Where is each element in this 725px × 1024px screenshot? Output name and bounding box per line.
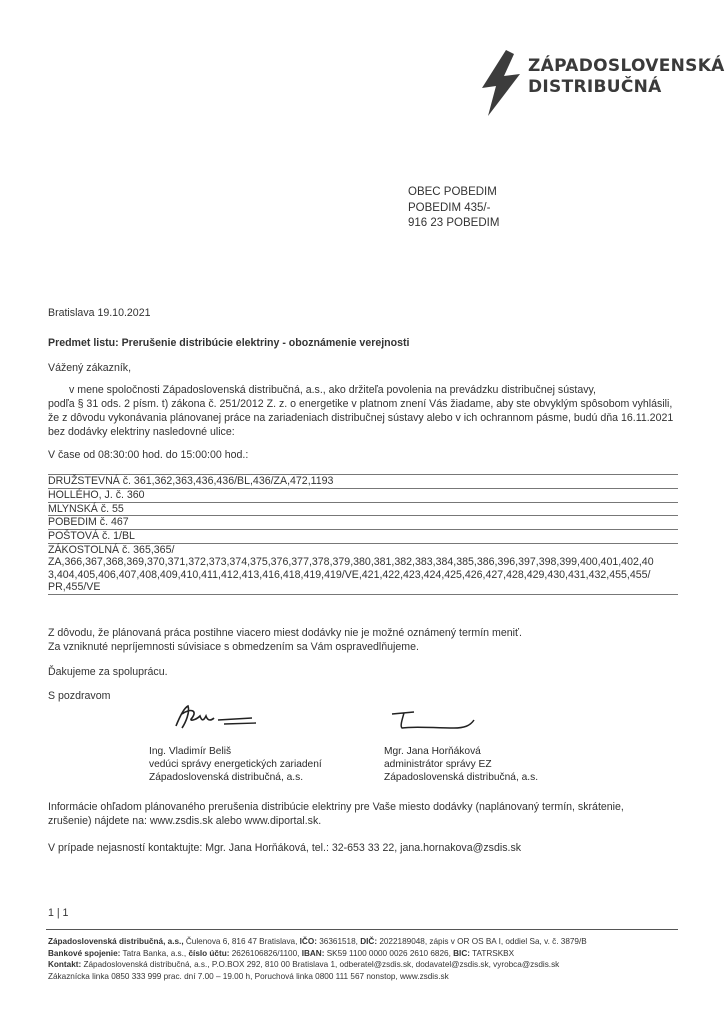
recipient-line-3: 916 23 POBEDIM	[408, 217, 500, 229]
street-row: DRUŽSTEVNÁ č. 361,362,363,436,436/BL,436/ZA,472,1193	[48, 474, 678, 489]
signer-left-block	[149, 745, 322, 784]
notice-paragraph	[48, 626, 522, 654]
signer-right-role: administrátor správy EZ	[384, 759, 492, 770]
footer-ico-value: 36361518,	[316, 937, 361, 946]
footer-divider	[46, 929, 678, 930]
time-range-line: V čase od 08:30:00 hod. do 15:00:00 hod.:	[48, 449, 249, 461]
affected-streets-table	[48, 474, 678, 595]
street-row-multiline	[48, 544, 678, 595]
footer-company-text: Čulenova 6, 816 47 Bratislava,	[183, 937, 300, 946]
footer-bic-label: BIC:	[453, 948, 470, 958]
signer-right-block	[384, 745, 538, 784]
company-logo-icon	[476, 48, 526, 118]
street-row: POŠTOVÁ č. 1/BL	[48, 530, 678, 544]
footer-iban-label: IBAN:	[301, 948, 325, 958]
footer-ico-label: IČO:	[299, 937, 317, 946]
signature-right-icon	[384, 706, 484, 736]
footer	[48, 936, 587, 982]
recipient-line-2: POBEDIM 435/-	[408, 201, 491, 214]
body-line-2: podľa § 31 ods. 2 písm. t) zákona č. 251/2012 Z. z. o energetike v platnom znení Vás žiadame, aby ste obvyklým spôsobom vyhlásili,	[48, 398, 673, 410]
recipient-address	[408, 185, 499, 232]
footer-account-label: číslo účtu:	[188, 948, 230, 958]
subject-line: Predmet listu: Prerušenie distribúcie elektriny - oboznámenie verejnosti	[48, 337, 410, 349]
body-line-3: že z dôvodu vykonávania plánovanej práce na zariadeniach distribučnej sústavy alebo v ich ochrannom pásme, budú dňa 16.11.2021	[48, 412, 674, 424]
footer-line-2	[48, 948, 587, 960]
date-line: Bratislava 19.10.2021	[48, 307, 151, 319]
body-line-1: v mene spoločnosti Západoslovenská distribučná, a.s., ako držiteľa povolenia na prevádzku distribučnej sústavy,	[69, 384, 596, 396]
street-last-line-2: ZA,366,367,368,369,370,371,372,373,374,375,376,377,378,379,380,381,382,383,384,385,386,396,397,398,399,400,401,402,40	[48, 556, 654, 569]
logo-line-1: ZÁPADOSLOVENSKÁ	[528, 56, 725, 76]
signer-left-role: vedúci správy energetických zariadení	[149, 759, 322, 770]
info-paragraph	[48, 800, 624, 828]
notice-line-2: Za vzniknuté nepríjemnosti súvisiace s obmedzením sa Vám ospravedlňujeme.	[48, 641, 419, 653]
company-logo-text	[528, 56, 725, 98]
body-paragraph	[48, 383, 688, 439]
greeting: Vážený zákazník,	[48, 362, 132, 374]
body-line-4: bez dodávky elektriny nasledovné ulice:	[48, 426, 235, 438]
signer-right-name: Mgr. Jana Horňáková	[384, 746, 481, 757]
footer-bank-text: Tatra Banka, a.s.,	[120, 948, 189, 958]
street-row: MLYNSKÁ č. 55	[48, 503, 678, 517]
footer-dic-value: 2022189048, zápis v OR OS BA I, oddiel Sa, v. č. 3879/B	[377, 937, 587, 946]
footer-contact-label: Kontakt:	[48, 960, 82, 970]
footer-bic-value: TATRSKBX	[469, 948, 515, 958]
thanks-line: Ďakujeme za spoluprácu.	[48, 666, 168, 678]
street-row: POBEDIM č. 467	[48, 516, 678, 530]
info-line-1: Informácie ohľadom plánovaného prerušenia distribúcie elektriny pre Vaše miesto dodávky (naplánovaný termín, skrátenie,	[48, 801, 624, 813]
street-row: HOLLÉHO, J. č. 360	[48, 489, 678, 503]
street-last-line-3: 3,404,405,406,407,408,409,410,411,412,413,416,418,419,419/VE,421,422,423,424,425,426,427,428,429,430,431,432,455,455/	[48, 568, 651, 581]
info-line-2: zrušenie) nájdete na: www.zsdis.sk alebo www.diportal.sk.	[48, 815, 322, 827]
signer-left-company: Západoslovenská distribučná, a.s.	[149, 772, 304, 783]
signature-left-icon	[168, 698, 260, 738]
footer-company-label: Západoslovenská distribučná, a.s.,	[48, 937, 184, 946]
recipient-line-1: OBEC POBEDIM	[408, 186, 497, 198]
footer-contact-text: Západoslovenská distribučná, a.s., P.O.BOX 292, 810 00 Bratislava 1, odberatel@zsdis.sk, dodavatel@zsdis.sk, vyrobca@zsdis.sk	[81, 960, 560, 970]
contact-line: V prípade nejasností kontaktujte: Mgr. Jana Horňáková, tel.: 32-653 33 22, jana.hornakova@zsdis.sk	[48, 842, 522, 854]
page-number: 1 | 1	[48, 907, 69, 919]
notice-line-1: Z dôvodu, že plánovaná práca postihne viacero miest dodávky nie je možné oznámený termín meniť.	[48, 627, 522, 639]
footer-iban-value: SK59 1100 0000 0026 2610 6826,	[324, 948, 454, 958]
street-last-line-4: PR,455/VE	[48, 580, 101, 593]
signer-left-name: Ing. Vladimír Beliš	[149, 746, 232, 757]
footer-line-1	[48, 936, 587, 948]
closing-line: S pozdravom	[48, 690, 111, 702]
footer-dic-label: DIČ:	[360, 937, 378, 946]
street-last-line-1: ZÁKOSTOLNÁ č. 365,365/	[48, 543, 175, 556]
logo-line-2: DISTRIBUČNÁ	[528, 77, 662, 97]
footer-line-4: Zákaznícka linka 0850 333 999 prac. dní 7.00 – 19.00 h, Poruchová linka 0800 111 567 nonstop, www.zsdis.sk	[48, 971, 449, 981]
footer-line-3	[48, 959, 587, 971]
footer-bank-label: Bankové spojenie:	[48, 948, 121, 958]
signer-right-company: Západoslovenská distribučná, a.s.	[384, 772, 539, 783]
footer-account-value: 2626106826/1100,	[229, 948, 302, 958]
